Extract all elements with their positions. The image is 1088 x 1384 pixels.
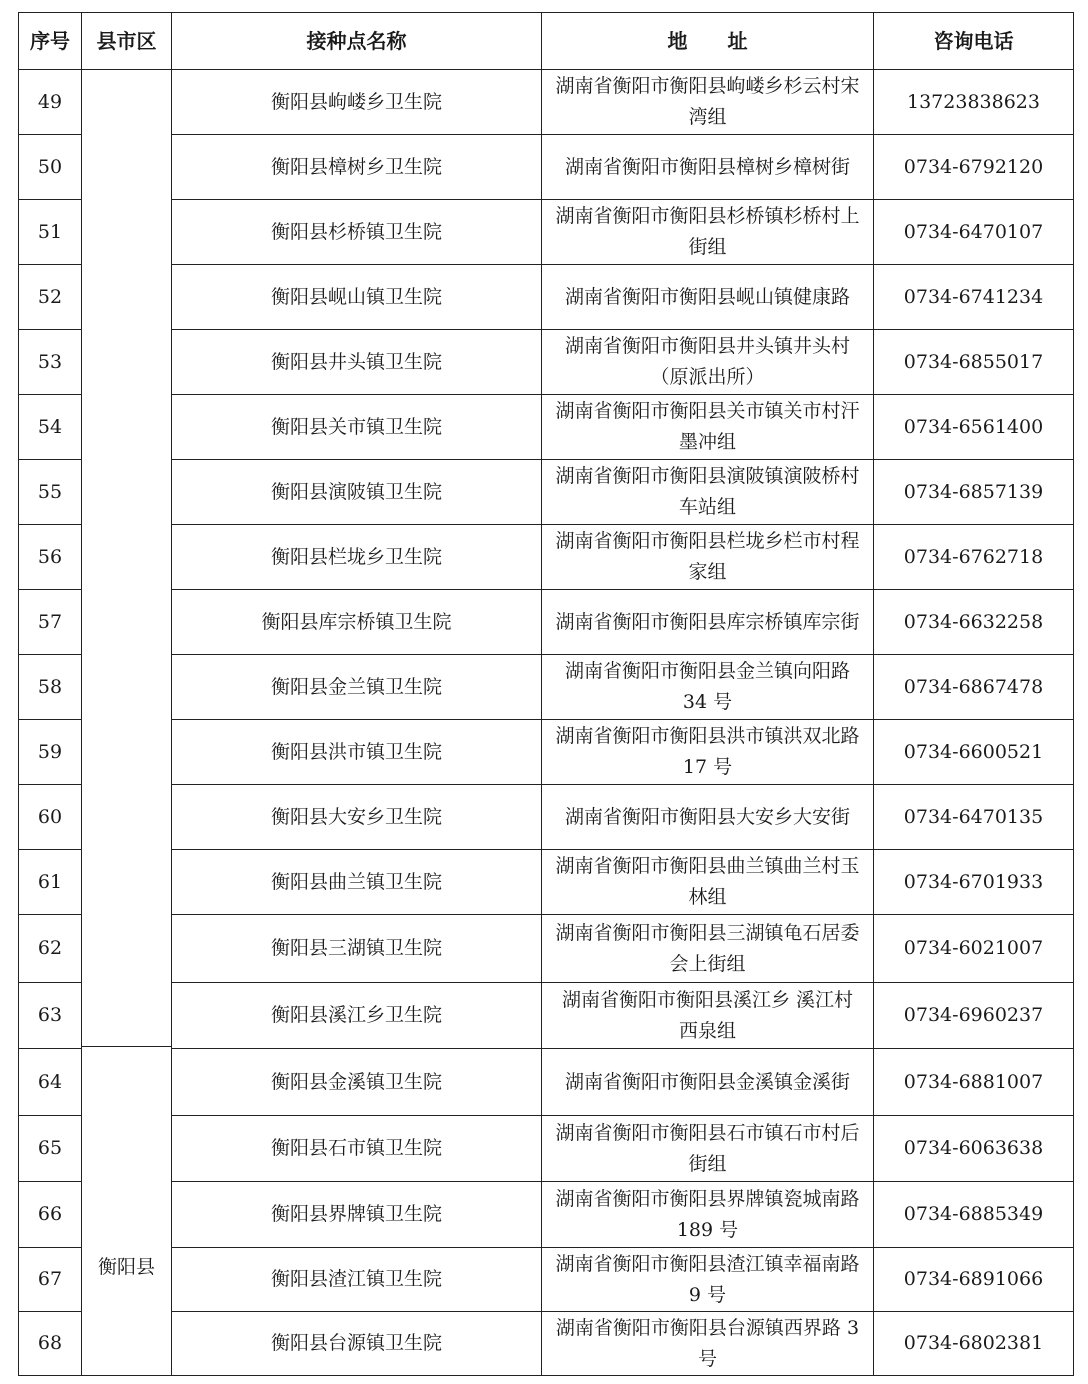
- table-row: [19, 983, 1074, 1049]
- table-row: [19, 135, 1074, 200]
- cell-site: 衡阳县岘山镇卫生院: [172, 265, 542, 330]
- cell-site: 衡阳县岣嵝乡卫生院: [172, 70, 542, 135]
- cell-seq: 58: [19, 655, 82, 720]
- cell-address: 湖南省衡阳市衡阳县金兰镇向阳路 34 号: [542, 655, 874, 720]
- table-row: [19, 590, 1074, 655]
- cell-phone: 0734-6470107: [874, 200, 1074, 265]
- table-row: [19, 330, 1074, 395]
- cell-address: 湖南省衡阳市衡阳县演陂镇演陂桥村车站组: [542, 460, 874, 525]
- cell-address: 湖南省衡阳市衡阳县台源镇西界路 3 号: [542, 1312, 874, 1376]
- cell-address: 湖南省衡阳市衡阳县石市镇石市村后街组: [542, 1116, 874, 1182]
- cell-seq: 54: [19, 395, 82, 460]
- cell-phone: 0734-6762718: [874, 525, 1074, 590]
- county-label: 衡阳县: [97, 1256, 155, 1278]
- header-seq: 序号: [19, 13, 82, 70]
- cell-phone: 0734-6891066: [874, 1248, 1074, 1312]
- cell-phone: 0734-6855017: [874, 330, 1074, 395]
- table-row: [19, 1182, 1074, 1248]
- table-row: [19, 1312, 1074, 1376]
- cell-seq: 55: [19, 460, 82, 525]
- cell-site: 衡阳县樟树乡卫生院: [172, 135, 542, 200]
- cell-address: 湖南省衡阳市衡阳县洪市镇洪双北路 17 号: [542, 720, 874, 785]
- cell-seq: 60: [19, 785, 82, 850]
- header-county: 县市区: [82, 13, 172, 70]
- table-row: [19, 655, 1074, 720]
- cell-seq: 66: [19, 1182, 82, 1248]
- cell-phone: 0734-6885349: [874, 1182, 1074, 1248]
- cell-seq: 64: [19, 1049, 82, 1116]
- cell-site: 衡阳县溪江乡卫生院: [172, 983, 542, 1049]
- cell-phone: 0734-6600521: [874, 720, 1074, 785]
- cell-address: 湖南省衡阳市衡阳县金溪镇金溪街: [542, 1049, 874, 1116]
- header-phone: 咨询电话: [874, 13, 1074, 70]
- table-row: [19, 200, 1074, 265]
- cell-site: 衡阳县杉桥镇卫生院: [172, 200, 542, 265]
- cell-address: 湖南省衡阳市衡阳县樟树乡樟树街: [542, 135, 874, 200]
- cell-site: 衡阳县金溪镇卫生院: [172, 1049, 542, 1116]
- cell-phone: 0734-6881007: [874, 1049, 1074, 1116]
- cell-site: 衡阳县关市镇卫生院: [172, 395, 542, 460]
- cell-address: 湖南省衡阳市衡阳县界牌镇瓷城南路 189 号: [542, 1182, 874, 1248]
- cell-address: 湖南省衡阳市衡阳县三湖镇龟石居委会上街组: [542, 915, 874, 983]
- cell-seq: 52: [19, 265, 82, 330]
- cell-phone: 0734-6701933: [874, 850, 1074, 915]
- cell-site: 衡阳县栏垅乡卫生院: [172, 525, 542, 590]
- cell-seq: 63: [19, 983, 82, 1049]
- cell-seq: 68: [19, 1312, 82, 1376]
- cell-address: 湖南省衡阳市衡阳县溪江乡 溪江村西泉组: [542, 983, 874, 1049]
- cell-site: 衡阳县台源镇卫生院: [172, 1312, 542, 1376]
- cell-site: 衡阳县曲兰镇卫生院: [172, 850, 542, 915]
- header-row: [19, 13, 1074, 70]
- table-row: [19, 1116, 1074, 1182]
- cell-site: 衡阳县金兰镇卫生院: [172, 655, 542, 720]
- table-row: [19, 915, 1074, 983]
- cell-site: 衡阳县三湖镇卫生院: [172, 915, 542, 983]
- cell-phone: 0734-6960237: [874, 983, 1074, 1049]
- cell-phone: 0734-6867478: [874, 655, 1074, 720]
- cell-site: 衡阳县库宗桥镇卫生院: [172, 590, 542, 655]
- cell-seq: 67: [19, 1248, 82, 1312]
- cell-phone: 13723838623: [874, 70, 1074, 135]
- cell-phone: 0734-6792120: [874, 135, 1074, 200]
- cell-phone: 0734-6857139: [874, 460, 1074, 525]
- cell-site: 衡阳县演陂镇卫生院: [172, 460, 542, 525]
- cell-phone: 0734-6741234: [874, 265, 1074, 330]
- cell-seq: 62: [19, 915, 82, 983]
- cell-seq: 49: [19, 70, 82, 135]
- cell-seq: 57: [19, 590, 82, 655]
- cell-site: 衡阳县洪市镇卫生院: [172, 720, 542, 785]
- table-row: [19, 720, 1074, 785]
- table-row: [19, 460, 1074, 525]
- table-row: [19, 1049, 1074, 1116]
- cell-phone: 0734-6021007: [874, 915, 1074, 983]
- table-body: [19, 70, 1074, 1376]
- cell-address: 湖南省衡阳市衡阳县库宗桥镇库宗街: [542, 590, 874, 655]
- table-row: [19, 785, 1074, 850]
- header-site: 接种点名称: [172, 13, 542, 70]
- cell-address: 湖南省衡阳市衡阳县大安乡大安街: [542, 785, 874, 850]
- cell-phone: 0734-6470135: [874, 785, 1074, 850]
- cell-address: 湖南省衡阳市衡阳县杉桥镇杉桥村上街组: [542, 200, 874, 265]
- cell-seq: 61: [19, 850, 82, 915]
- cell-site: 衡阳县石市镇卫生院: [172, 1116, 542, 1182]
- cell-seq: 59: [19, 720, 82, 785]
- table-row: [19, 1248, 1074, 1312]
- table-row: [19, 70, 1074, 135]
- cell-county-group: [82, 70, 172, 1376]
- cell-seq: 53: [19, 330, 82, 395]
- cell-address: 湖南省衡阳市衡阳县关市镇关市村汗墨冲组: [542, 395, 874, 460]
- cell-address: 湖南省衡阳市衡阳县岘山镇健康路: [542, 265, 874, 330]
- cell-address: 湖南省衡阳市衡阳县栏垅乡栏市村程家组: [542, 525, 874, 590]
- table-row: [19, 850, 1074, 915]
- header-address: 地 址: [542, 13, 874, 70]
- county-divider: [82, 1046, 171, 1047]
- cell-address: 湖南省衡阳市衡阳县井头镇井头村（原派出所）: [542, 330, 874, 395]
- cell-phone: 0734-6561400: [874, 395, 1074, 460]
- cell-phone: 0734-6063638: [874, 1116, 1074, 1182]
- cell-phone: 0734-6632258: [874, 590, 1074, 655]
- cell-site: 衡阳县界牌镇卫生院: [172, 1182, 542, 1248]
- table-row: [19, 265, 1074, 330]
- cell-site: 衡阳县渣江镇卫生院: [172, 1248, 542, 1312]
- cell-seq: 65: [19, 1116, 82, 1182]
- cell-seq: 50: [19, 135, 82, 200]
- cell-site: 衡阳县井头镇卫生院: [172, 330, 542, 395]
- cell-address: 湖南省衡阳市衡阳县曲兰镇曲兰村玉林组: [542, 850, 874, 915]
- cell-seq: 56: [19, 525, 82, 590]
- vaccination-sites-table: [18, 12, 1074, 1376]
- table-row: [19, 395, 1074, 460]
- cell-address: 湖南省衡阳市衡阳县渣江镇幸福南路 9 号: [542, 1248, 874, 1312]
- cell-seq: 51: [19, 200, 82, 265]
- table-row: [19, 525, 1074, 590]
- cell-site: 衡阳县大安乡卫生院: [172, 785, 542, 850]
- cell-address: 湖南省衡阳市衡阳县岣嵝乡杉云村宋湾组: [542, 70, 874, 135]
- cell-phone: 0734-6802381: [874, 1312, 1074, 1376]
